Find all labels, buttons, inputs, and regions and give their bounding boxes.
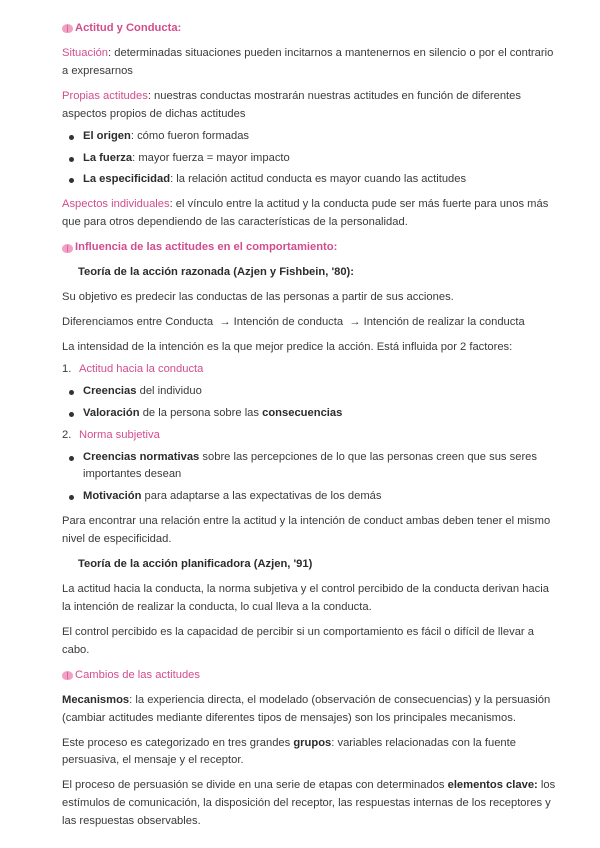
list-item: Valoración de la persona sobre las consecuencias: [62, 405, 560, 423]
paragraph-especificidad: Para encontrar una relación entre la actitud y la intención de conduct ambas deben tener el mismo nivel de especificidad.: [62, 515, 551, 546]
theory-heading-accion-razonada: Teoría de la acción razonada (Azjen y Fishbein, '80):: [78, 266, 354, 279]
numbered-item-norma: 2. Norma subjetiva: [62, 428, 160, 441]
paragraph-grupos: Este proceso es categorizado en tres grandes grupos: variables relacionadas con la fuente persuasiva, el mensaje y el receptor.: [62, 736, 516, 767]
paragraph-propias-actitudes: Propias actitudes: nuestras conductas mostrarán nuestras actitudes en función de diferentes aspectos propios de dichas actitudes: [62, 89, 521, 120]
numbered-item-actitud: 1. Actitud hacia la conducta: [62, 362, 204, 375]
paragraph-situacion: Situación: determinadas situaciones pueden incitarnos a mantenernos en silencio o por el contrario a expresarnos: [62, 46, 554, 77]
list-item: El origen: cómo fueron formadas: [62, 128, 560, 146]
section-heading-cambios: Cambios de las actitudes: [62, 667, 560, 685]
paragraph-mecanismos: Mecanismos: la experiencia directa, el modelado (observación de consecuencias) y la persuasión (cambiar actitudes mediante diferentes tipos de mensajes) son los principales mecanismos.: [62, 693, 551, 724]
paragraph-actitud-hacia-conducta: La actitud hacia la conducta, la norma subjetiva y el control percibido de la conducta derivan hacia la intención de realizar la conducta, lo cual lleva a la conducta.: [62, 583, 549, 613]
brain-icon: [62, 24, 73, 33]
factores-list: [62, 128, 560, 190]
list-item: Motivación para adaptarse a las expectativas de los demás: [62, 488, 560, 506]
paragraph-persuasion: El proceso de persuasión se divide en una serie de etapas con determinados elementos clave: los estímulos de comunicación, la disposición del receptor, las respuestas internas de los receptores y las respuestas observables.: [62, 779, 556, 828]
section-heading-influencia: Influencia de las actitudes en el comportamiento:: [62, 239, 560, 257]
factor-list-1: [62, 361, 560, 506]
brain-icon: [62, 244, 73, 253]
theory-heading-accion-planificadora: Teoría de la acción planificadora (Azjen, '91): [78, 558, 313, 571]
paragraph-aspectos-individuales: Aspectos individuales: el vínculo entre la actitud y la conducta pude ser más fuerte para unos más que para otros dependiendo de las características de la personalidad.: [62, 198, 549, 229]
paragraph-objetivo: Su objetivo es predecir las conductas de las personas a partir de sus acciones.: [62, 291, 454, 304]
section-heading-actitud-conducta: Actitud y Conducta:: [62, 20, 560, 38]
paragraph-control-percibido: El control percibido es la capacidad de percibir si un comportamiento es fácil o difícil de llevar a cabo.: [62, 625, 534, 656]
list-item: La fuerza: mayor fuerza = mayor impacto: [62, 150, 560, 168]
paragraph-diferenciamos: Diferenciamos entre Conducta → Intención de conducta → Intención de realizar la conducta: [62, 315, 525, 328]
brain-icon: [62, 671, 73, 680]
list-item: Creencias del individuo: [62, 383, 560, 401]
paragraph-intensidad: La intensidad de la intención es la que mejor predice la acción. Está influida por 2 factores:: [62, 340, 513, 353]
list-item: Creencias normativas sobre las percepciones de lo que las personas creen que sus seres importantes desean: [62, 449, 560, 485]
list-item: La especificidad: la relación actitud conducta es mayor cuando las actitudes: [62, 171, 560, 189]
